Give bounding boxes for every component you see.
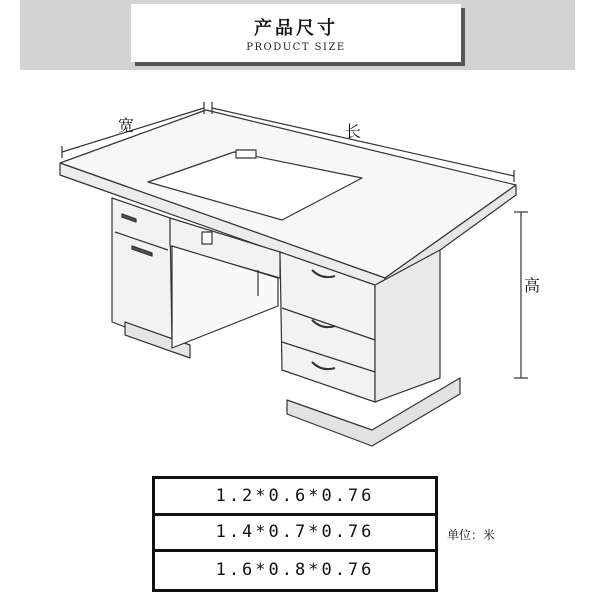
length-label: 长 <box>345 122 362 141</box>
unit-note: 单位：米 <box>447 528 496 542</box>
desk-sketch <box>0 80 600 475</box>
glass-clip <box>236 150 256 158</box>
size-table <box>152 476 438 592</box>
size-row: 1.6*0.8*0.76 <box>215 560 375 581</box>
left-pedestal <box>112 198 172 345</box>
width-label: 宽 <box>118 116 135 135</box>
page-subtitle: PRODUCT SIZE <box>246 42 346 53</box>
size-row: 1.2*0.6*0.76 <box>155 479 435 516</box>
title-card <box>131 4 461 62</box>
size-row: 1.4*0.7*0.76 <box>155 516 435 553</box>
page-title: 产品尺寸 <box>254 18 338 39</box>
height-label: 高 <box>524 276 541 295</box>
